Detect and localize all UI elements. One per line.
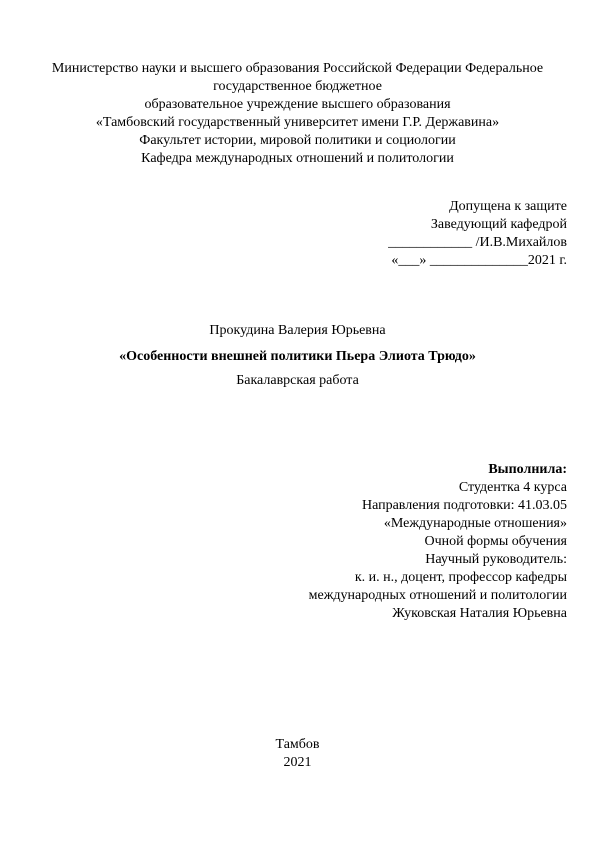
supervisor-name: Жуковская Наталия Юрьевна [392, 606, 567, 621]
study-direction-name: «Международные отношения» [383, 516, 567, 531]
title-block [0, 322, 595, 390]
institution-header [0, 60, 595, 168]
approval-block [388, 198, 567, 270]
footer-block [0, 736, 595, 772]
head-of-department-label: Заведующий кафедрой [430, 217, 567, 232]
study-form: Очной формы обучения [424, 534, 567, 549]
institution-type-line: государственное бюджетное [213, 79, 382, 94]
supervisor-label: Научный руководитель: [425, 552, 567, 567]
supervisor-title: к. и. н., доцент, профессор кафедры [354, 570, 567, 585]
education-institution-line: образовательное учреждение высшего образования [144, 97, 451, 112]
head-signature-line: ____________ /И.В.Михайлов [388, 235, 567, 250]
year: 2021 [283, 755, 312, 770]
performer-block [309, 461, 567, 623]
admitted-to-defense: Допущена к защите [449, 199, 567, 214]
work-type: Бакалаврская работа [236, 373, 359, 388]
approval-date-line: «___» ______________2021 г. [391, 253, 567, 268]
city: Тамбов [275, 737, 320, 752]
university-name-line: «Тамбовский государственный университет имени Г.Р. Державина» [95, 115, 500, 130]
study-direction: Направления подготовки: 41.03.05 [361, 498, 567, 513]
performer-heading: Выполнила: [488, 462, 567, 477]
supervisor-department: международных отношений и политологии [308, 588, 567, 603]
thesis-title: «Особенности внешней политики Пьера Элиота Трюдо» [119, 349, 476, 364]
student-year: Студентка 4 курса [458, 480, 567, 495]
ministry-line: Министерство науки и высшего образования Российской Федерации Федеральное [51, 61, 544, 76]
author-name: Прокудина Валерия Юрьевна [209, 323, 386, 338]
faculty-line: Факультет истории, мировой политики и социологии [139, 133, 456, 148]
department-line: Кафедра международных отношений и политологии [141, 151, 454, 166]
